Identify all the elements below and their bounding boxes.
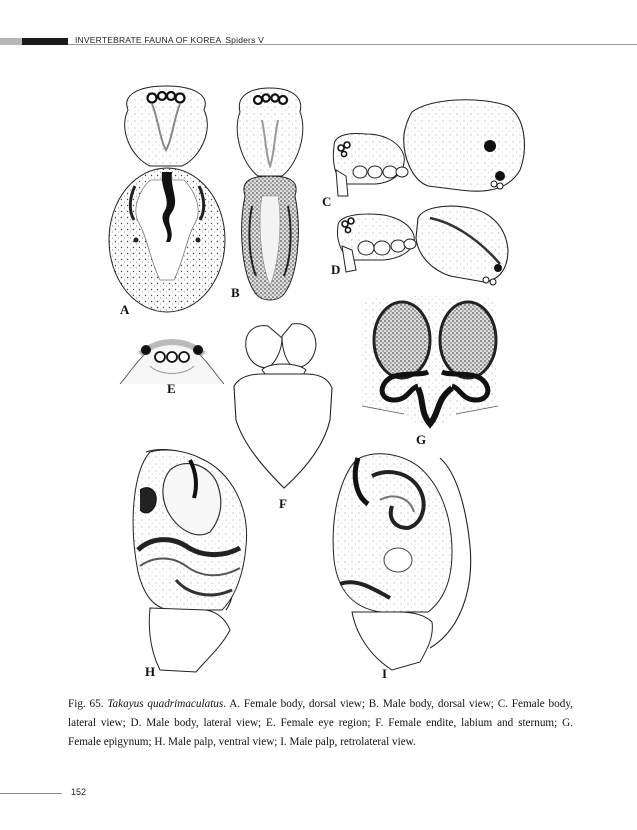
series-title: INVERTEBRATE FAUNA OF KOREA [75,35,222,45]
panel-f-endite-sternum [234,324,332,488]
volume-title: Spiders V [225,35,264,45]
label-i: I [382,666,388,681]
panel-g-epigynum [362,296,498,427]
label-g: G [416,432,427,447]
panel-h-palp-ventral [133,450,246,672]
label-h: H [145,664,156,679]
panel-d-male-lateral [338,206,509,285]
label-f: F [279,496,287,511]
label-b: B [231,285,240,300]
page-number: 152 [71,787,87,797]
panel-a-female-dorsal [109,86,225,312]
panel-c-female-lateral [333,100,524,196]
caption-species: Takayus quadrimaculatus [107,698,224,710]
label-c: C [322,194,332,209]
label-d: D [331,262,341,277]
caption-prefix: Fig. 65. [68,698,108,710]
caption-text: . A. Female body, dorsal view; B. Male body, dorsal view; C. Female body, lateral view; D. Male body, lateral view; E. Female eye region; F. Female endite, labium and sternum; G. Female epigynum; H. Male palp, ventral view; I. Male palp, retrolateral view. [68,698,573,748]
panel-e-eye-region [120,340,224,384]
footer-rule [0,793,62,794]
figure-caption [68,695,573,752]
panel-i-palp-retrolateral [333,454,471,670]
panel-b-male-dorsal [237,88,303,300]
label-e: E [167,381,176,396]
label-a: A [120,302,130,317]
